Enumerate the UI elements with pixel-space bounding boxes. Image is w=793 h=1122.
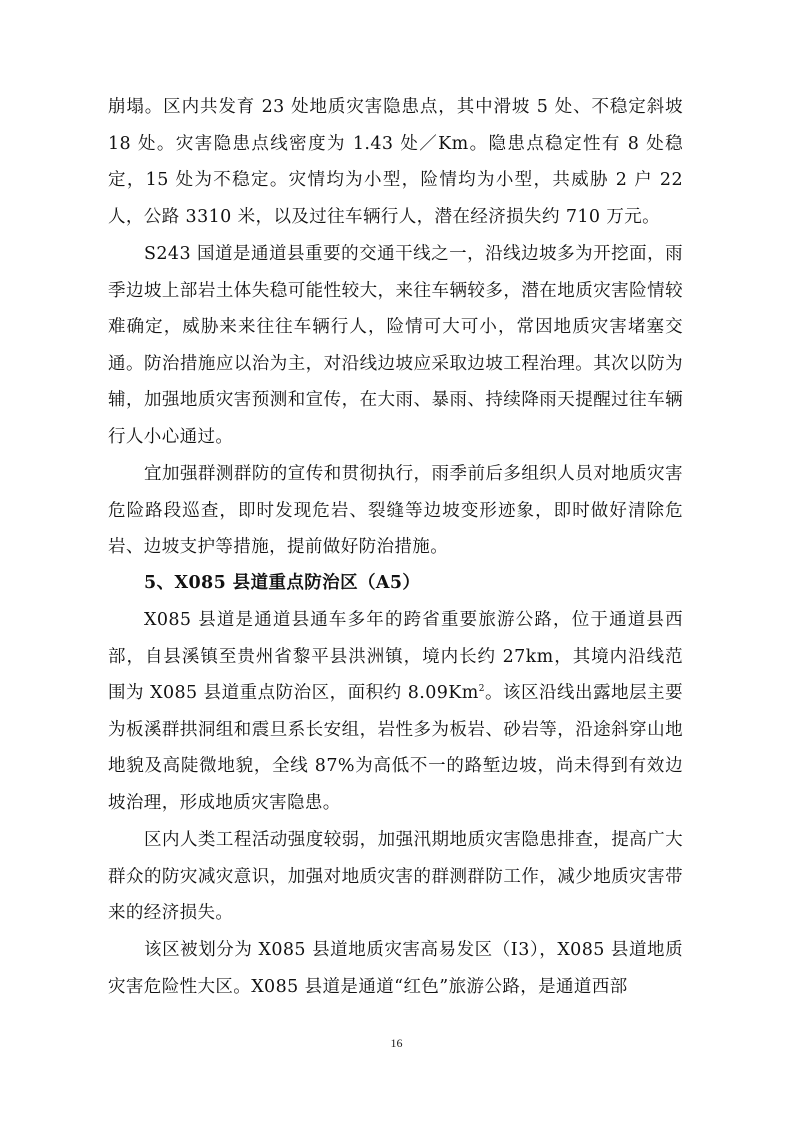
x085-description-text-1: X085 县道是通道县通车多年的跨省重要旅游公路，位于通道县西部，自县溪镇至贵州省黎平县洪洲镇，境内长约 27km，其境内沿线范围为 X085 县道重点防治区，面积约 8.09Km bbox=[108, 610, 683, 703]
paragraph-human-activity: 区内人类工程活动强度较弱，加强汛期地质灾害隐患排查，提高广大群众的防灾减灾意识，加强对地质灾害的群测群防工作，减少地质灾害带来的经济损失。 bbox=[108, 830, 683, 923]
page-number: 16 bbox=[390, 1036, 403, 1050]
paragraph-x085-description bbox=[108, 602, 683, 821]
area-unit-superscript: 2 bbox=[478, 684, 485, 695]
paragraph-group-prevention: 宜加强群测群防的宣传和贯彻执行，雨季前后多组织人员对地质灾害危险路段巡查，即时发现危岩、裂缝等边坡变形迹象，即时做好清除危岩、边坡支护等措施，提前做好防治措施。 bbox=[108, 464, 683, 557]
paragraph-disaster-summary: 崩塌。区内共发育 23 处地质灾害隐患点，其中滑坡 5 处、不稳定斜坡 18 处。灾害隐患点线密度为 1.43 处／Km。隐患点稳定性有 8 处稳定，15 处为不稳定。灾情均为小型，险情均为小型，共威胁 2 户 22 人，公路 3310 米，以及过往车辆行人，潜在经济损失约 710 万元。 bbox=[108, 97, 683, 227]
x085-description-text-2: 。该区沿线出露地层主要为板溪群拱洞组和震旦系长安组，岩性多为板岩、砂岩等，沿途斜穿山地地貌及高陡微地貌，全线 87%为高低不一的路堑边坡，尚未得到有效边坡治理，形成地质灾害隐患。 bbox=[108, 683, 683, 813]
section-heading-x085: 5、X085 县道重点防治区（A5） bbox=[144, 573, 421, 593]
paragraph-zone-classification: 该区被划分为 X085 县道地质灾害高易发区（Ⅰ3），X085 县道地质灾害危险性大区。X085 县道是通道“红色”旅游公路，是通道西部 bbox=[108, 940, 683, 997]
paragraph-s243-highway: S243 国道是通道县重要的交通干线之一，沿线边坡多为开挖面，雨季边坡上部岩土体失稳可能性较大，来往车辆较多，潜在地质灾害险情较难确定，威胁来来往往车辆行人，险情可大可小，常因地质灾害堵塞交通。防治措施应以治为主，对沿线边坡应采取边坡工程治理。其次以防为辅，加强地质灾害预测和宣传，在大雨、暴雨、持续降雨天提醒过往车辆行人小心通过。 bbox=[108, 244, 683, 447]
